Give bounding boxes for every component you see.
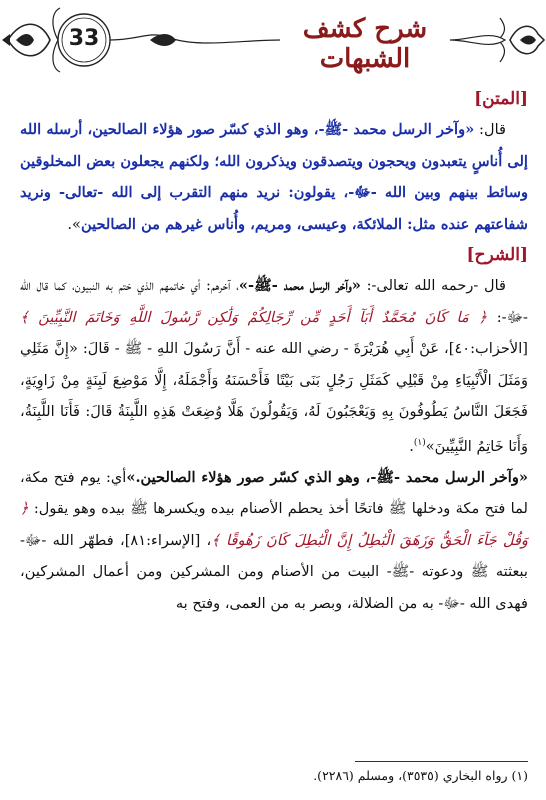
- hadith-text: [الأحزاب:٤٠]، عَنْ أَبِي هُرَيْرَةَ - رضي الله عنه - أَنَّ رَسُولَ اللهِ - ﷺ - قَالَ: «إِنَّ مَثَلِي وَمَثَلَ الْأَنْبِيَاءِ مِنْ قَبْلِي كَمَثَلِ رَجُلٍ بَنَى بَيْتًا فَأَحْسَنَهُ وَأَجْمَلَهُ، إِلَّا مَوْضِعَ لَبِنَةٍ مِنْ زَاوِيَةٍ، فَجَعَلَ النَّاسُ يَطُوفُونَ بِهِ وَيَعْجَبُونَ لَهُ، وَيَقُولُونَ هَلَّا وُضِعَتْ هَذِهِ اللَّبِنَةُ قَالَ: فَأَنَا اللَّبِنَةُ، وَأَنَا خَاتِمُ النَّبِيِّينَ»: [20, 340, 528, 455]
- page-header: [0, 0, 546, 82]
- matn-paragraph: [20, 114, 528, 240]
- sharh-paragraph-1: [20, 270, 528, 462]
- sharh-p1-quote: «وآخر الرسل محمد -ﷺ-»: [238, 277, 361, 294]
- sharh-heading: [الشرح]: [466, 245, 528, 265]
- matn-end: ».: [67, 215, 81, 233]
- footnote-marker[interactable]: (١): [413, 437, 426, 448]
- sharh-p1-intro: قال -رحمه الله تعالى-:: [360, 277, 507, 294]
- matn-lead: قال:: [474, 121, 506, 138]
- quran-verse-ahzab: ﴿ مَا كَانَ مُحَمَّدٌ أَبَآ أَحَدٍ مِّن رِّجَالِكُمْ وَلَٰكِن رَّسُولَ اللَّهِ وَخَاتَمَ النَّبِيِّينَ ﴾: [20, 308, 487, 326]
- sharh-p1-end: .: [409, 437, 414, 455]
- sharh-paragraph-2: [20, 462, 528, 620]
- quran-verse-isra: ﴿ وَقُلْ جَآءَ الْحَقُّ وَزَهَقَ الْبَٰطِلُ إِنَّ الْبَٰطِلَ كَانَ زَهُوقًا ﴾: [20, 500, 528, 549]
- page-number: 33: [68, 26, 100, 51]
- sharh-p2-text-end: ، [الإسراء:٨١]، فطهّر الله -ﷻ- ببعثته ﷺ ودعوته -ﷺ- البيت من الأصنام ومن المشركين ومن أعمال المشركين، فهدى الله -ﷻ- به من الضلالة، وبصر به من العمى، وفتح به: [20, 531, 528, 612]
- sharh-p2-quote: «وآخر الرسل محمد -ﷺ-، وهو الذي كسّر صور هؤلاء الصالحين.»: [126, 468, 528, 486]
- matn-heading: [المتن]: [474, 89, 528, 109]
- page-body: [20, 84, 528, 619]
- footnote-divider: [355, 761, 528, 762]
- sharh-p2-text: أي: يوم فتح مكة، لما فتح مكة ودخلها ﷺ فاتحًا أخذ يحطم الأصنام بيده ويكسرها ﷺ بيده وهو يقول:: [20, 468, 528, 518]
- matn-text: «وآخر الرسل محمد -ﷺ-، وهو الذي كسّر صور هؤلاء الصالحين، أرسله الله إلى أُناسٍ يتعبدون ويحجون ويتصدقون ويذكرون الله؛ ولكنهم يجعلون بعض المخلوقين وسائط بينهم وبين الله -ﷻ-، يقولون: نريد منهم التقرب إلى الله -تعالى- ونريد شفاعتهم عنده مثل: الملائكة، وعيسى، ومريم، وأُناس غيرهم من الصالحين: [20, 121, 528, 233]
- footnote: (١) رواه البخاري (٣٥٣٥)، ومسلم (٢٢٨٦).: [313, 768, 528, 783]
- book-title: شرح كشف الشبهات: [302, 14, 428, 74]
- sharh-p1-text: ، آخرهم: أي خاتمهم الذي ختم به النبيون، كما قال الله -ﷻ-:: [20, 277, 528, 326]
